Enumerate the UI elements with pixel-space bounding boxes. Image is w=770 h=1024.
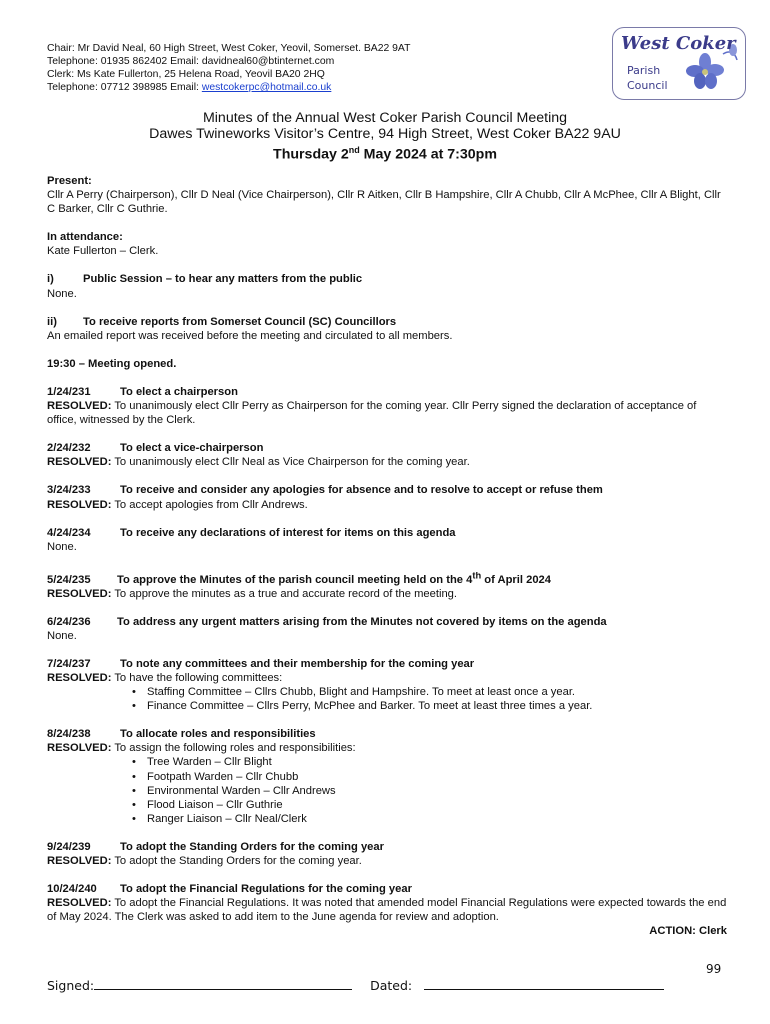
item-title: To adopt the Financial Regulations for the coming year (120, 883, 412, 896)
present-label: Present: (47, 175, 92, 187)
item-number: 8/24/238 (47, 728, 91, 741)
page-number: 99 (706, 962, 722, 976)
logo-council-text: Council (627, 79, 668, 92)
item-heading (47, 882, 727, 896)
logo-artwork (613, 28, 744, 98)
present-text: Cllr A Perry (Chairperson), Cllr D Neal (Vice Chairperson), Cllr R Aitken, Cllr B Hampshire, Cllr A Chubb, Cllr A McPhee, Cllr A Blight, Cllr C Barker, Cllr C Guthrie. (47, 189, 721, 216)
item-heading (47, 385, 727, 399)
item-heading (47, 727, 727, 741)
list-item: • Environmental Warden – Cllr Andrews (147, 784, 727, 798)
resolution-text: To unanimously elect Cllr Neal as Vice Chairperson for the coming year. (111, 456, 470, 469)
meeting-opened: 19:30 – Meeting opened. (47, 357, 177, 370)
item-resolution (47, 741, 727, 755)
public-session-text: None. (47, 287, 77, 300)
list-item: • Footpath Warden – Cllr Chubb (147, 770, 727, 784)
item-number: 4/24/234 (47, 526, 91, 539)
item-resolution (47, 399, 727, 427)
meeting-venue: Dawes Twineworks Visitor’s Centre, 94 High Street, West Coker BA22 9AU (149, 126, 621, 142)
item-number: 1/24/231 (47, 385, 91, 398)
item-text: None. (47, 540, 77, 553)
resolution-text: To adopt the Financial Regulations. It was noted that amended model Financial Regulations were expected towards the end of May 2024. The Clerk was asked to add item to the June agenda for review and adoption. (47, 897, 727, 924)
email-link[interactable]: westcokerpc@hotmail.co.uk (201, 82, 332, 93)
item-heading (47, 526, 727, 540)
dated-blank (424, 979, 664, 990)
resolved-label: RESOLVED: (47, 855, 112, 868)
list-item: • Tree Warden – Cllr Blight (147, 755, 727, 769)
list-item: • Staffing Committee – Cllrs Chubb, Blight and Hampshire. To meet at least once a year. (147, 685, 727, 699)
item-number: 5/24/235 (47, 573, 91, 586)
councillor-reports-text: An emailed report was received before the meeting and circulated to all members. (47, 329, 453, 342)
resolved-label: RESOLVED: (47, 671, 112, 684)
item-number: i) (47, 273, 54, 286)
item-resolution (47, 854, 727, 868)
resolved-label: RESOLVED: (47, 400, 112, 413)
item-heading (47, 483, 727, 497)
logo-title-text: West Coker (621, 33, 736, 54)
resolution-text: To assign the following roles and responsibilities: (111, 742, 356, 755)
header-telephone-line: Telephone: 01935 862402 Email: davidneal60@btinternet.com (47, 56, 335, 67)
item-title: To receive any declarations of interest for items on this agenda (120, 526, 456, 539)
attendance-text: Kate Fullerton – Clerk. (47, 245, 159, 258)
meeting-date (0, 142, 770, 163)
logo-parish-text: Parish (627, 64, 661, 77)
item-title: To receive reports from Somerset Council (SC) Councillors (83, 315, 397, 328)
item-title: Public Session – to hear any matters from the public (83, 273, 363, 286)
attendance-label: In attendance: (47, 231, 123, 244)
item-number: 10/24/240 (47, 883, 97, 896)
parish-council-logo (612, 27, 746, 100)
item-number: 6/24/236 (47, 615, 91, 628)
item-title: To allocate roles and responsibilities (120, 728, 316, 741)
item-title (117, 569, 551, 586)
item-resolution (47, 671, 727, 685)
dated-label: Dated: (370, 978, 413, 993)
meeting-date-rest: May 2024 at 7:30pm (359, 146, 497, 163)
resolved-label: RESOLVED: (47, 742, 112, 755)
item-title: To address any urgent matters arising from the Minutes not covered by items on the agenda (117, 615, 607, 628)
roles-list (47, 755, 727, 825)
resolution-text: To accept apologies from Cllr Andrews. (111, 498, 308, 511)
committee-list (47, 685, 727, 713)
meeting-title: Minutes of the Annual West Coker Parish Council Meeting (202, 110, 568, 126)
meeting-title-block (0, 110, 770, 163)
item-number: ii) (47, 315, 57, 328)
item-resolution (47, 498, 727, 512)
header-clerk-phone: Telephone: 07712 398985 Email: (47, 82, 202, 93)
header-clerk-line: Clerk: Ms Kate Fullerton, 25 Helena Road, Yeovil BA20 2HQ (47, 69, 325, 80)
public-session-heading (47, 272, 727, 286)
item-number: 7/24/237 (47, 657, 91, 670)
header-contact-block (47, 42, 410, 94)
resolution-text: To unanimously elect Cllr Perry as Chairperson for the coming year. Cllr Perry signed the declaration of acceptance of office, witnessed by the Clerk. (47, 400, 697, 427)
item-resolution (47, 455, 727, 469)
signed-label: Signed: (47, 978, 95, 993)
item-heading (47, 840, 727, 854)
item-heading (47, 441, 727, 455)
item-heading (47, 657, 727, 671)
item-resolution (47, 896, 727, 924)
header-clerk-contact-line (47, 81, 410, 94)
item-title: To adopt the Standing Orders for the coming year (120, 840, 384, 853)
resolved-label: RESOLVED: (47, 587, 112, 600)
resolved-label: RESOLVED: (47, 897, 112, 910)
item-resolution (47, 587, 727, 601)
list-item: • Ranger Liaison – Cllr Neal/Clerk (147, 812, 727, 826)
signed-blank (94, 979, 352, 990)
item-text: None. (47, 629, 77, 642)
header-chair-line: Chair: Mr David Neal, 60 High Street, West Coker, Yeovil, Somerset. BA22 9AT (47, 43, 411, 54)
resolved-label: RESOLVED: (47, 498, 112, 511)
resolved-label: RESOLVED: (47, 456, 112, 469)
item-heading (47, 568, 727, 587)
resolution-text: To approve the minutes as a true and accurate record of the meeting. (111, 587, 458, 600)
item-number: 9/24/239 (47, 840, 91, 853)
item-title: To elect a vice-chairperson (120, 442, 264, 455)
meeting-date-day: Thursday 2 (273, 146, 349, 163)
item-title: To elect a chairperson (120, 385, 238, 398)
item-heading (47, 615, 727, 629)
list-item: • Finance Committee – Cllrs Perry, McPhee and Barker. To meet at least three times a year. (147, 699, 727, 713)
item-title: To receive and consider any apologies for absence and to resolve to accept or refuse them (120, 484, 603, 497)
signature-line (47, 978, 664, 993)
item-number: 2/24/232 (47, 442, 91, 455)
action-note: ACTION: Clerk (649, 925, 727, 938)
list-item: • Flood Liaison – Cllr Guthrie (147, 798, 727, 812)
item-title-part: To approve the Minutes of the parish council meeting held on the 4 (117, 573, 473, 586)
item-title-suffix: th (472, 569, 482, 580)
minutes-body (47, 174, 727, 938)
meeting-date-suffix: nd (348, 145, 360, 155)
resolution-text: To adopt the Standing Orders for the coming year. (111, 855, 362, 868)
item-number: 3/24/233 (47, 484, 91, 497)
resolution-text: To have the following committees: (111, 671, 283, 684)
item-title-part: of April 2024 (481, 573, 551, 586)
item-title: To note any committees and their membership for the coming year (120, 657, 475, 670)
councillor-reports-heading (47, 315, 727, 329)
